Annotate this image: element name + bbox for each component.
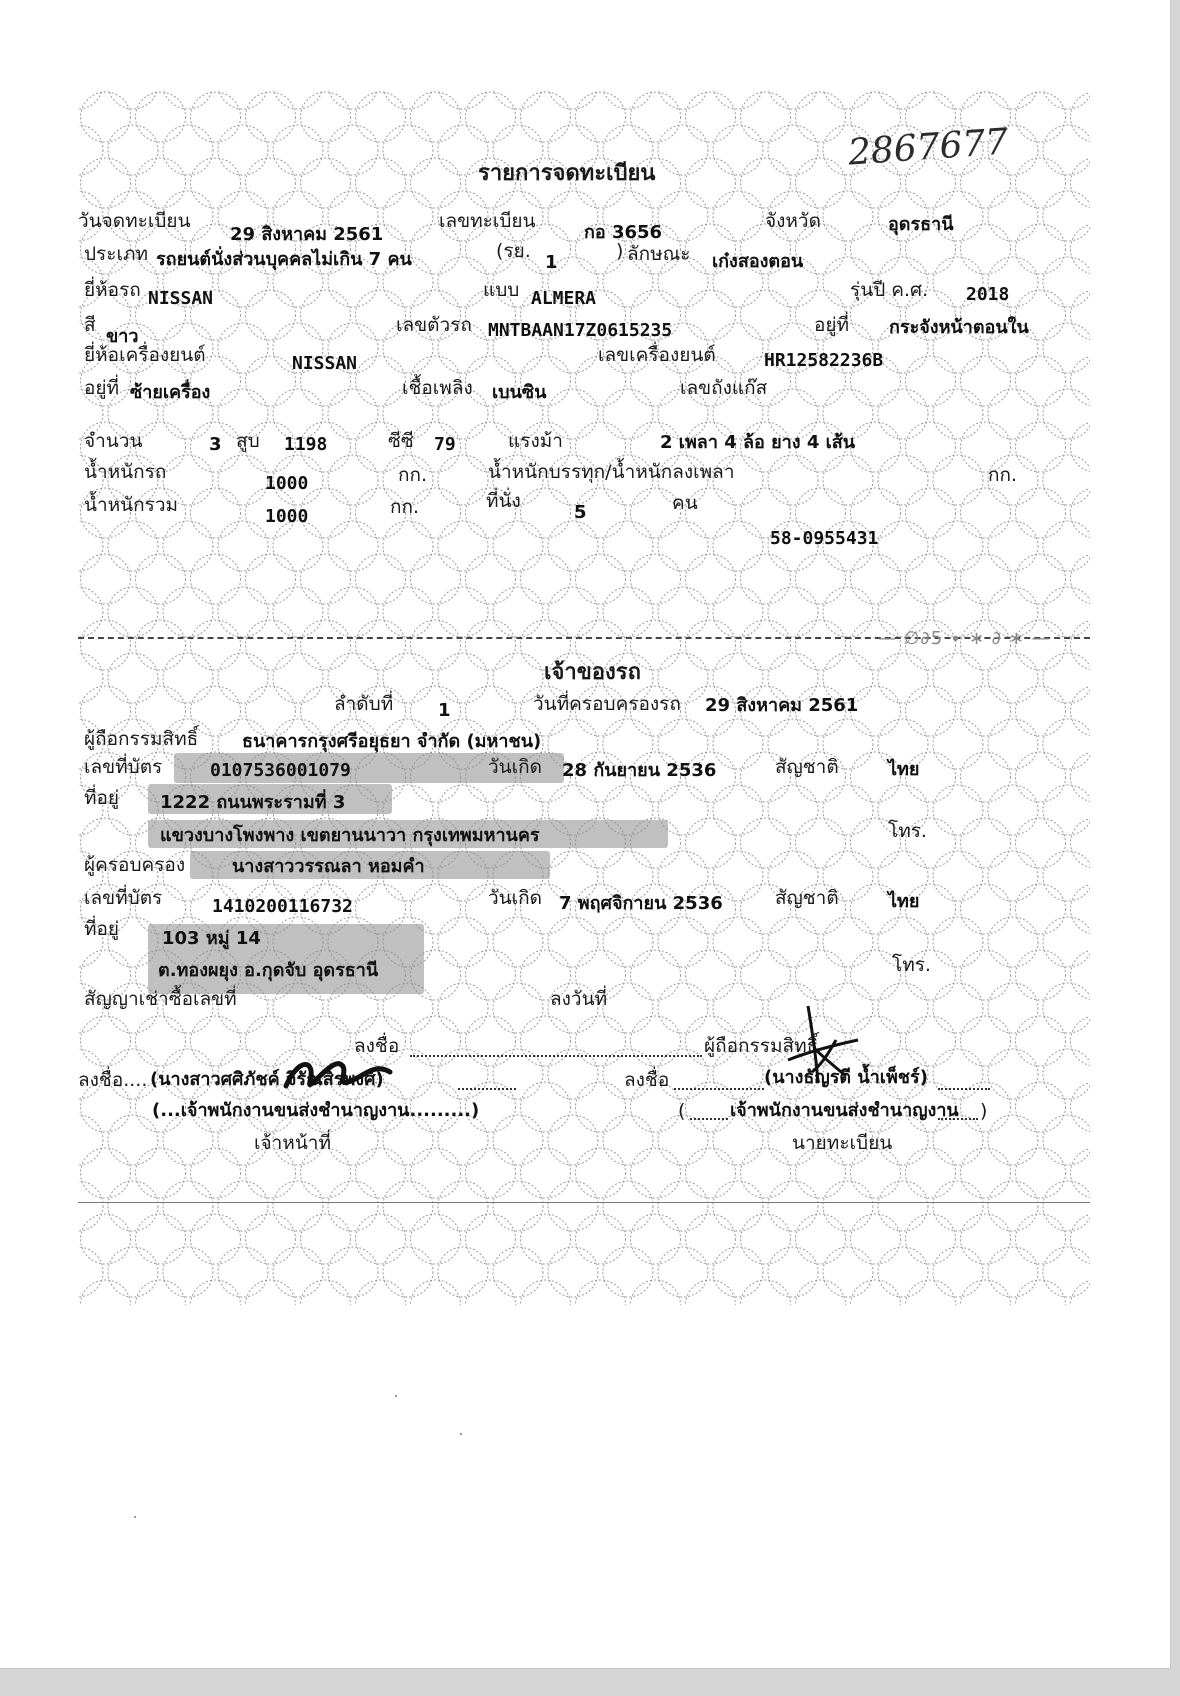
vin-location-value: กระจังหน้าตอนใน xyxy=(889,317,1029,338)
color-value: ขาว xyxy=(106,326,139,347)
label-sign-right: ลงชื่อ xyxy=(624,1069,670,1091)
unit-kg-2: กก. xyxy=(988,464,1018,486)
label-owner-nationality: สัญชาติ xyxy=(775,756,839,778)
possessor-birth-value: 7 พฤศจิกายน 2536 xyxy=(559,893,723,914)
label-vin: เลขตัวรถ xyxy=(396,314,472,336)
label-lease-date: ลงวันที่ xyxy=(550,988,608,1010)
cc-value: 1198 xyxy=(284,434,328,455)
label-owner-birth: วันเกิด xyxy=(488,756,542,778)
label-load-weight: น้ำหนักบรรทุก/น้ำหนักลงเพลา xyxy=(488,461,735,483)
label-reg-date: วันจดทะเบียน xyxy=(78,210,191,232)
possessor-address-line1: 103 หมู่ 14 xyxy=(162,928,261,949)
engine-brand-value: NISSAN xyxy=(292,353,358,374)
right-position-dots-b xyxy=(938,1118,978,1120)
label-province: จังหวัด xyxy=(765,210,821,232)
label-count: จำนวน xyxy=(84,430,143,452)
unit-kg-1: กก. xyxy=(398,464,428,486)
right-name-dots-b xyxy=(938,1088,990,1090)
owner-id-value: 0107536001079 xyxy=(210,760,351,781)
label-vin-location: อยู่ที่ xyxy=(814,314,850,336)
label-possessor-nationality: สัญชาติ xyxy=(775,887,839,909)
left-officer-role: เจ้าหน้าที่ xyxy=(254,1132,332,1154)
label-owner-phone: โทร. xyxy=(888,820,927,842)
label-lease-no: สัญญาเช่าซื้อเลขที่ xyxy=(84,988,237,1010)
label-seq: ลำดับที่ xyxy=(334,693,394,715)
label-type: ประเภท xyxy=(84,243,149,265)
faded-stamp-mark: — ∅∂5 ∙ ∗ ∂ ∗ — xyxy=(878,628,1051,649)
label-owner-role: ผู้ถือกรรมสิทธิ์ xyxy=(704,1035,819,1057)
label-color: สี xyxy=(84,314,96,336)
label-model: แบบ xyxy=(483,279,520,301)
label-possessor-address: ที่อยู่ xyxy=(84,918,120,940)
left-officer-position: (...เจ้าพนักงานขนส่งชำนาญงาน.........) xyxy=(152,1100,480,1121)
drive-value: 2 เพลา 4 ล้อ ยาง 4 เส้น xyxy=(660,432,856,453)
right-position-close: ) xyxy=(980,1100,988,1122)
plate-value: กอ 3656 xyxy=(584,222,663,243)
form-bottom-line xyxy=(78,1202,1090,1203)
total-weight-value: 1000 xyxy=(265,506,309,527)
label-cc: ซีซี xyxy=(388,430,414,452)
brand-value: NISSAN xyxy=(148,288,214,309)
style-value: เก๋งสองตอน xyxy=(712,251,804,272)
label-possessor-id: เลขที่บัตร xyxy=(84,887,163,909)
fuel-value: เบนซิน xyxy=(492,382,547,403)
engine-no-value: HR12582236B xyxy=(764,350,884,371)
possess-date-value: 29 สิงหาคม 2561 xyxy=(705,695,859,716)
left-officer-name: (นางสาวศศิภัชค์ จิรัณสิรพงศ์) xyxy=(150,1069,384,1090)
rs-value: 1 xyxy=(545,252,558,273)
possessor-id-value: 1410200116732 xyxy=(212,896,353,917)
unit-person: คน xyxy=(672,492,698,514)
type-value: รถยนต์นั่งส่วนบุคคลไม่เกิน 7 คน xyxy=(156,249,412,270)
left-officer-signature xyxy=(278,1052,398,1096)
label-rs: (รย. xyxy=(496,240,531,262)
label-sign-left: ลงชื่อ.... xyxy=(78,1069,148,1091)
vehicle-weight-value: 1000 xyxy=(265,473,309,494)
label-possessor-birth: วันเกิด xyxy=(488,887,542,909)
paper-speck xyxy=(134,1516,136,1518)
label-seats: ที่นั่ง xyxy=(486,490,521,512)
seq-value: 1 xyxy=(438,700,451,721)
reg-date-value: 29 สิงหาคม 2561 xyxy=(230,224,384,245)
label-vehicle-weight: น้ำหนักรถ xyxy=(84,461,167,483)
reference-number: 58-0955431 xyxy=(770,528,879,549)
engine-location-value: ซ้ายเครื่อง xyxy=(130,382,211,403)
right-officer-name: (นางธัญรดี น้ำเพ็ชร์) xyxy=(764,1067,928,1088)
right-name-dots-a xyxy=(674,1088,764,1090)
vin-value: MNTBAAN17Z0615235 xyxy=(488,320,673,341)
label-total-weight: น้ำหนักรวม xyxy=(84,494,179,516)
owner-signature-line xyxy=(410,1055,702,1057)
possessor-nationality-value: ไทย xyxy=(888,891,920,912)
owner-name: ธนาคารกรุงศรีอยุธยา จำกัด (มหาชน) xyxy=(242,731,542,752)
left-name-dots xyxy=(458,1088,516,1090)
label-style: ลักษณะ xyxy=(627,243,691,265)
label-sign-owner: ลงชื่อ xyxy=(354,1035,400,1057)
possessor-address-line2: ต.ทองผยุง อ.กุดจับ อุดรธานี xyxy=(158,960,379,981)
right-officer-role: นายทะเบียน xyxy=(792,1132,893,1154)
registration-form xyxy=(78,90,1090,1305)
label-year: รุ่นปี ค.ศ. xyxy=(850,279,929,301)
label-owner-id: เลขที่บัตร xyxy=(84,756,163,778)
right-officer-position: เจ้าพนักงานขนส่งชำนาญงาน xyxy=(730,1100,959,1121)
hp-value: 79 xyxy=(434,434,456,455)
right-position-open: ( xyxy=(678,1100,686,1122)
rs-close: ) xyxy=(616,240,624,262)
right-position-dots-a xyxy=(690,1118,728,1120)
owner-signature xyxy=(778,1000,878,1090)
paper-speck xyxy=(395,1395,397,1397)
registration-title: รายการจดทะเบียน xyxy=(478,161,656,186)
paper-speck xyxy=(460,1433,462,1435)
owner-address-line1: 1222 ถนนพระรามที่ 3 xyxy=(160,792,346,813)
label-owner-address: ที่อยู่ xyxy=(84,787,120,809)
possessor-name: นางสาววรรณลา หอมคำ xyxy=(232,856,425,877)
owner-address-line2: แขวงบางโพงพาง เขตยานนาวา กรุงเทพมหานคร xyxy=(160,825,540,846)
label-cylinder: สูบ xyxy=(236,430,260,452)
label-plate: เลขทะเบียน xyxy=(439,210,536,232)
owner-birth-value: 28 กันยายน 2536 xyxy=(562,760,717,781)
label-engine-brand: ยี่ห้อเครื่องยนต์ xyxy=(84,344,206,366)
year-value: 2018 xyxy=(966,284,1010,305)
label-hp: แรงม้า xyxy=(508,430,563,452)
cylinders-value: 3 xyxy=(209,434,222,455)
label-engine-no: เลขเครื่องยนต์ xyxy=(598,344,716,366)
label-brand: ยี่ห้อรถ xyxy=(84,279,141,301)
label-owner: ผู้ถือกรรมสิทธิ์ xyxy=(84,728,199,750)
label-possessor: ผู้ครอบครอง xyxy=(84,854,186,876)
label-possessor-phone: โทร. xyxy=(892,954,931,976)
unit-kg-3: กก. xyxy=(390,496,420,518)
handwritten-doc-number: 2867677 xyxy=(846,121,1010,174)
owner-title: เจ้าของรถ xyxy=(544,660,641,685)
label-engine-location: อยู่ที่ xyxy=(84,377,120,399)
model-value: ALMERA xyxy=(531,288,597,309)
owner-nationality-value: ไทย xyxy=(888,759,920,780)
label-gas-tank: เลขถังแก๊ส xyxy=(680,377,768,399)
label-fuel: เชื้อเพลิง xyxy=(402,377,473,399)
seats-value: 5 xyxy=(574,502,587,523)
province-value: อุดรธานี xyxy=(888,214,954,235)
label-possess-date: วันที่ครอบครองรถ xyxy=(533,693,681,715)
